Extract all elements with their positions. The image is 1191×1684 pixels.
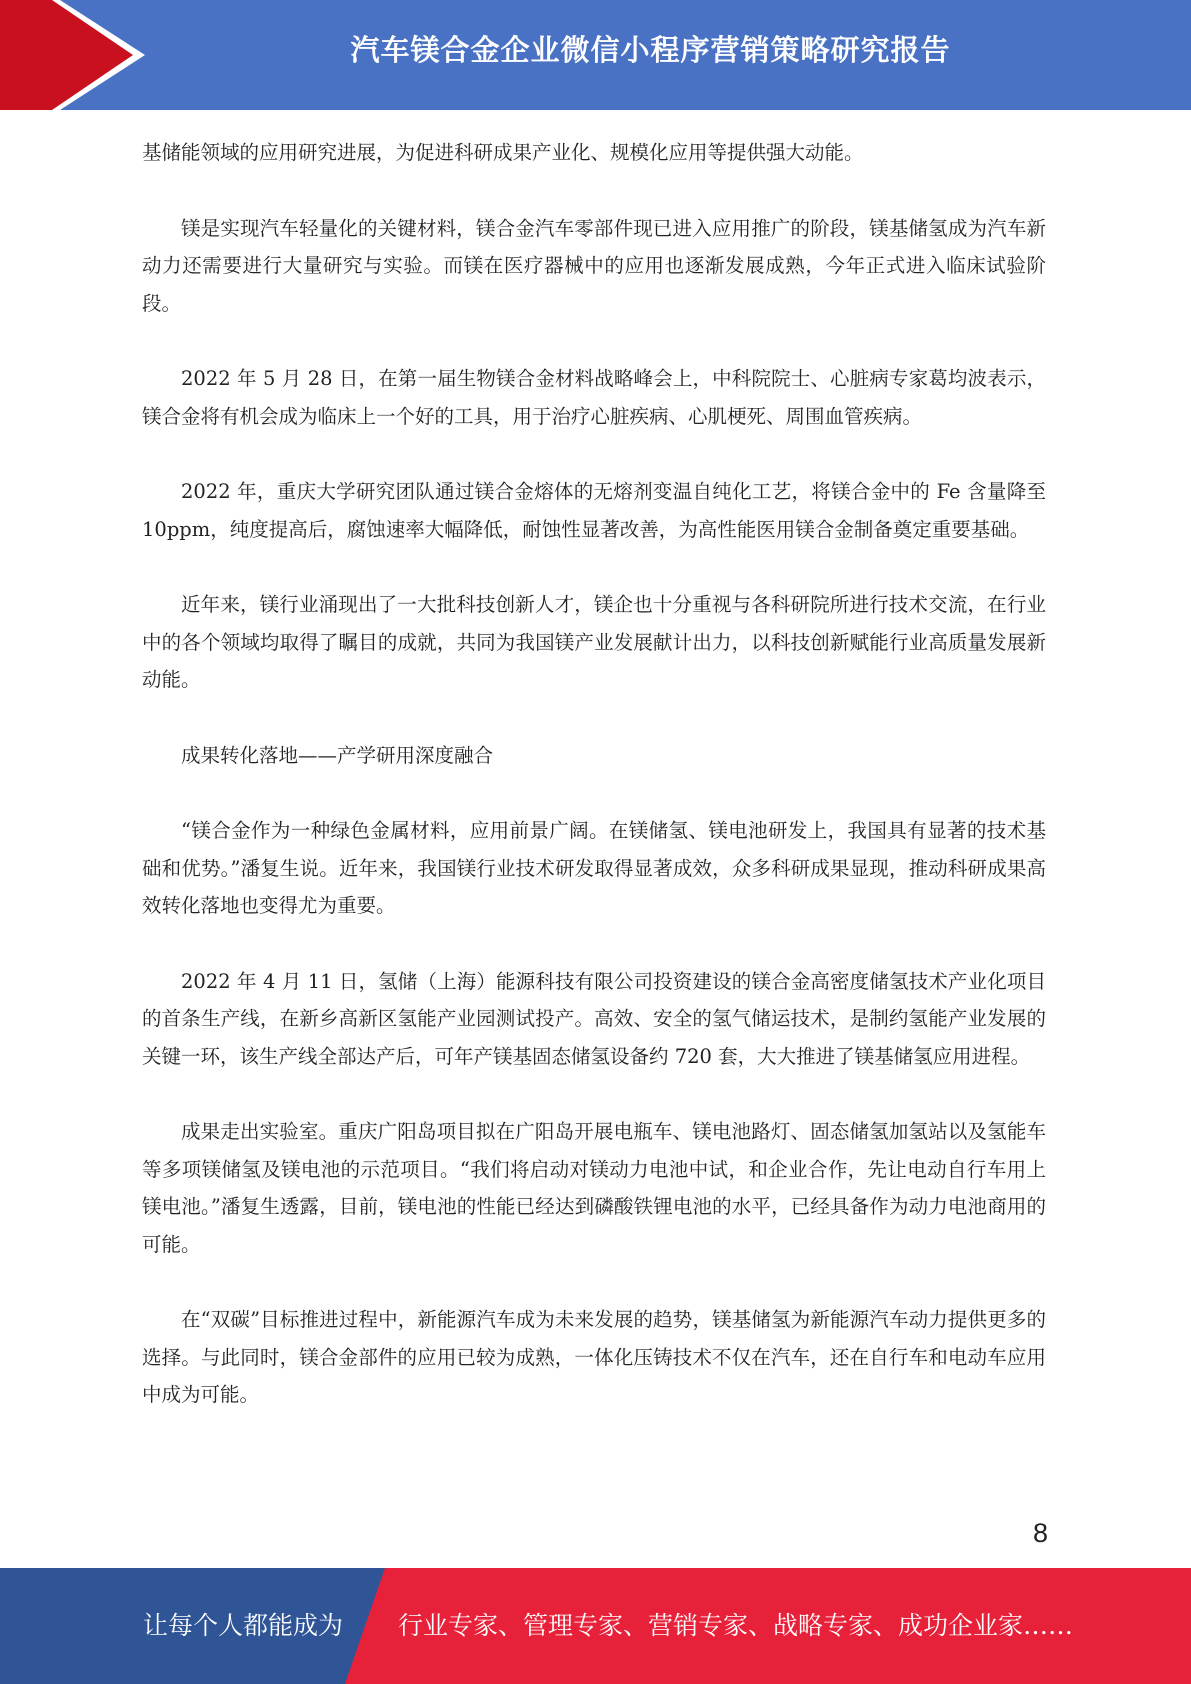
paragraph: 在“双碳”目标推进过程中，新能源汽车成为未来发展的趋势，镁基储氢为新能源汽车动力提供更多的选择。与此同时，镁合金部件的应用已较为成熟，一体化压铸技术不仅在汽车，还在自行车和电动车应用中成为可能。: [142, 1308, 1046, 1406]
body-text: [142, 134, 1046, 1452]
page-footer: [0, 1568, 1191, 1684]
section-heading: 成果转化落地——产学研用深度融合: [181, 743, 494, 767]
paragraph: 近年来，镁行业涌现出了一大批科技创新人才，镁企也十分重视与各科研院所进行技术交流，在行业中的各个领域均取得了瞩目的成就，共同为我国镁产业发展献计出力，以科技创新赋能行业高质量发展新动能。: [142, 593, 1046, 691]
page-header: [0, 0, 1191, 110]
paragraph: “镁合金作为一种绿色金属材料，应用前景广阔。在镁储氢、镁电池研发上，我国具有显著的技术基础和优势。”潘复生说。近年来，我国镁行业技术研发取得显著成效，众多科研成果显现，推动科研成果高效转化落地也变得尤为重要。: [142, 819, 1046, 917]
paragraph: 镁是实现汽车轻量化的关键材料，镁合金汽车零部件现已进入应用推广的阶段，镁基储氢成为汽车新动力还需要进行大量研究与实验。而镁在医疗器械中的应用也逐渐发展成熟，今年正式进入临床试验阶段。: [142, 216, 1046, 315]
paragraph: 成果走出实验室。重庆广阳岛项目拟在广阳岛开展电瓶车、镁电池路灯、固态储氢加氢站以及氢能车等多项镁储氢及镁电池的示范项目。“我们将启动对镁动力电池中试，和企业合作，先让电动自行车用上镁电池。”潘复生透露，目前，镁电池的性能已经达到磷酸铁锂电池的水平，已经具备作为动力电池商用的可能。: [142, 1120, 1046, 1256]
paragraph: 2022 年 5 月 28 日，在第一届生物镁合金材料战略峰会上，中科院院士、心脏病专家葛均波表示，镁合金将有机会成为临床上一个好的工具，用于治疗心脏疾病、心肌梗死、周围血管疾病。: [142, 367, 1046, 428]
paragraph: 基储能领域的应用研究进展，为促进科研成果产业化、规模化应用等提供强大动能。: [142, 141, 864, 164]
paragraph: 2022 年，重庆大学研究团队通过镁合金熔体的无熔剂变温自纯化工艺，将镁合金中的 Fe 含量降至 10ppm，纯度提高后，腐蚀速率大幅降低，耐蚀性显著改善，为高性能医用镁合金制备奠定重要基础。: [142, 480, 1046, 541]
footer-slogan-right: 行业专家、管理专家、营销专家、战略专家、成功企业家……: [398, 1611, 1074, 1640]
paragraph: 2022 年 4 月 11 日，氢储（上海）能源科技有限公司投资建设的镁合金高密度储氢技术产业化项目的首条生产线，在新乡高新区氢能产业园测试投产。高效、安全的氢气储运技术，是制约氢能产业发展的关键一环，该生产线全部达产后，可年产镁基固态储氢设备约 720 套，大大推进了镁基储氢应用进程。: [142, 969, 1046, 1068]
document-title: 汽车镁合金企业微信小程序营销策略研究报告: [350, 33, 951, 67]
footer-slogan-left: 让每个人都能成为: [143, 1611, 344, 1640]
page-number: 8: [1032, 1518, 1048, 1548]
